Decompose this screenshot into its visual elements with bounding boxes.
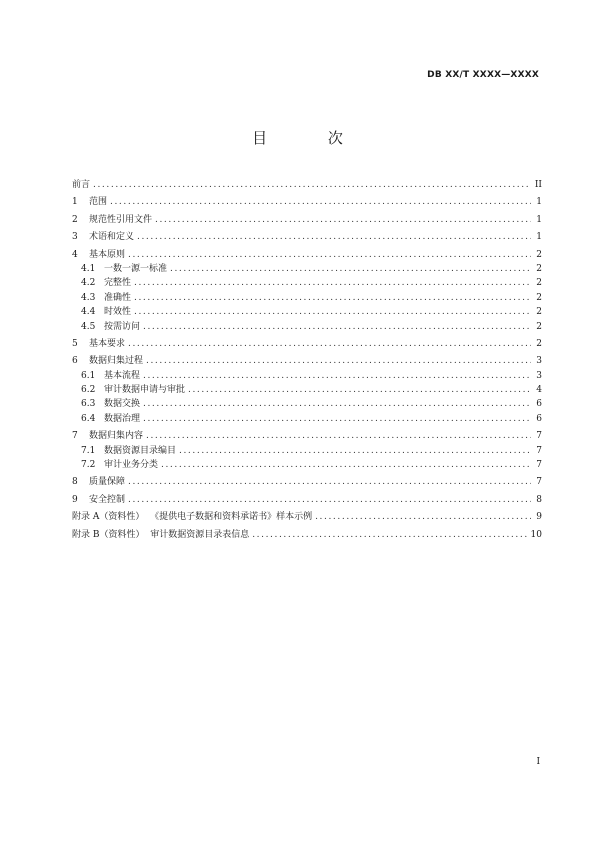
toc-entry-label: 范围 — [89, 197, 108, 208]
toc-entry[interactable] — [72, 337, 542, 351]
toc-entry-label: 数据归集内容 — [89, 431, 144, 442]
toc-entry-number: 7.1 — [81, 445, 96, 456]
toc-entry[interactable] — [72, 383, 542, 397]
toc-entry-number: 3 — [72, 232, 78, 243]
toc-entry[interactable] — [72, 493, 542, 507]
toc-entry-label: 数据资源目录编目 — [104, 445, 177, 456]
toc-entry-page: 7 — [536, 477, 542, 488]
toc-dot-leader — [170, 262, 531, 276]
toc-entry[interactable] — [72, 369, 542, 383]
toc-entry-label: 基本原则 — [89, 249, 126, 260]
toc-entry-number: 4.4 — [81, 307, 96, 318]
toc-entry-number: 4.2 — [81, 278, 96, 289]
toc-entry-page: 2 — [536, 338, 542, 349]
toc-entry-label: 质量保障 — [89, 477, 126, 488]
toc-dot-leader — [252, 528, 527, 542]
toc-entry-page: 2 — [536, 321, 542, 332]
toc-entry[interactable] — [72, 510, 542, 524]
toc-entry-page: 6 — [536, 413, 542, 424]
toc-entry-label: 数据治理 — [104, 413, 141, 424]
toc-entry-label: 数据归集过程 — [89, 356, 144, 367]
toc-entry[interactable] — [72, 412, 542, 426]
toc-entry[interactable] — [72, 213, 542, 227]
toc-entry[interactable] — [72, 195, 542, 209]
toc-entry[interactable] — [72, 276, 542, 290]
toc-entry[interactable] — [72, 291, 542, 305]
toc-dot-leader — [143, 369, 531, 383]
toc-entry-number: 4.3 — [81, 292, 96, 303]
toc-entry-label: 时效性 — [104, 307, 132, 318]
toc-entry-page: 4 — [536, 385, 542, 396]
toc-entry-page: 2 — [536, 292, 542, 303]
toc-entry-label: 基本要求 — [89, 338, 126, 349]
toc-entry[interactable] — [72, 248, 542, 262]
toc-entry-page: II — [534, 180, 542, 190]
toc-entry-label: 附录 A（资料性） 《提供电子数据和资料承诺书》样本示例 — [72, 512, 313, 523]
toc-entry-label: 基本流程 — [104, 370, 141, 381]
toc-entry-page: 7 — [536, 445, 542, 456]
toc-entry-page: 7 — [536, 460, 542, 471]
toc-entry[interactable] — [72, 444, 542, 458]
toc-entry-page: 1 — [536, 197, 542, 208]
toc-dot-leader — [128, 475, 531, 489]
toc-entry-page: 2 — [536, 249, 542, 260]
toc-entry[interactable] — [72, 230, 542, 244]
toc-entry-number: 5 — [72, 338, 78, 349]
toc-entry[interactable] — [72, 262, 542, 276]
toc-entry-number: 6.1 — [81, 370, 96, 381]
toc-entry[interactable] — [72, 178, 542, 192]
toc-dot-leader — [161, 458, 531, 472]
toc-dot-leader — [93, 178, 531, 192]
toc-entry[interactable] — [72, 458, 542, 472]
toc-entry-page: 10 — [530, 529, 542, 540]
toc-entry-number: 6.3 — [81, 399, 96, 410]
toc-entry-number: 1 — [72, 197, 78, 208]
page-title: 目 次 — [252, 129, 371, 147]
toc-dot-leader — [155, 213, 531, 227]
toc-entry-label: 附录 B（资料性） 审计数据资源目录表信息 — [72, 529, 250, 540]
toc-entry-label: 数据交换 — [104, 399, 141, 410]
toc-entry-number: 9 — [72, 494, 78, 505]
toc-dot-leader — [134, 276, 531, 290]
toc-entry-page: 2 — [536, 263, 542, 274]
toc-entry-number: 4.1 — [81, 263, 96, 274]
table-of-contents — [72, 178, 542, 542]
toc-dot-leader — [146, 354, 531, 368]
toc-entry-page: 6 — [536, 399, 542, 410]
toc-entry-number: 4 — [72, 249, 78, 260]
toc-entry-page: 9 — [536, 512, 542, 523]
toc-dot-leader — [128, 337, 531, 351]
toc-dot-leader — [143, 412, 531, 426]
toc-entry-number: 8 — [72, 477, 78, 488]
toc-entry-label: 按需访问 — [104, 321, 141, 332]
toc-entry-page: 2 — [536, 307, 542, 318]
toc-dot-leader — [137, 230, 531, 244]
toc-entry-label: 规范性引用文件 — [89, 214, 153, 225]
toc-entry[interactable] — [72, 475, 542, 489]
document-code: DB XX/T XXXX—XXXX — [427, 70, 539, 80]
toc-dot-leader — [110, 195, 531, 209]
toc-entry-label: 一数一源一标准 — [104, 263, 168, 274]
toc-entry-label: 完整性 — [104, 278, 132, 289]
toc-entry-label: 审计数据申请与审批 — [104, 385, 186, 396]
toc-entry[interactable] — [72, 528, 542, 542]
toc-entry[interactable] — [72, 429, 542, 443]
toc-dot-leader — [134, 291, 531, 305]
toc-entry[interactable] — [72, 320, 542, 334]
toc-entry-page: 2 — [536, 278, 542, 289]
toc-dot-leader — [143, 320, 531, 334]
toc-entry[interactable] — [72, 354, 542, 368]
page-number: I — [536, 757, 540, 767]
toc-dot-leader — [146, 429, 531, 443]
toc-entry-number: 2 — [72, 214, 78, 225]
toc-entry-label: 安全控制 — [89, 494, 126, 505]
toc-entry-page: 3 — [536, 356, 542, 367]
toc-entry-number: 6.4 — [81, 413, 96, 424]
toc-dot-leader — [128, 493, 531, 507]
toc-entry-label: 审计业务分类 — [104, 460, 159, 471]
toc-entry-page: 1 — [536, 214, 542, 225]
toc-entry-number: 6 — [72, 356, 78, 367]
toc-entry-number: 4.5 — [81, 321, 96, 332]
toc-entry-number: 7.2 — [81, 460, 96, 471]
toc-dot-leader — [315, 510, 531, 524]
toc-entry-number: 6.2 — [81, 385, 96, 396]
toc-entry-label: 前言 — [72, 180, 91, 190]
toc-entry-page: 8 — [536, 494, 542, 505]
toc-dot-leader — [179, 444, 531, 458]
toc-dot-leader — [188, 383, 531, 397]
toc-entry-page: 7 — [536, 431, 542, 442]
toc-entry-label: 术语和定义 — [89, 232, 135, 243]
toc-entry[interactable] — [72, 397, 542, 411]
toc-entry-label: 准确性 — [104, 292, 132, 303]
toc-entry[interactable] — [72, 305, 542, 319]
toc-dot-leader — [134, 305, 531, 319]
toc-entry-page: 3 — [536, 370, 542, 381]
toc-entry-page: 1 — [536, 232, 542, 243]
toc-dot-leader — [143, 397, 531, 411]
toc-dot-leader — [128, 248, 531, 262]
toc-entry-number: 7 — [72, 431, 78, 442]
